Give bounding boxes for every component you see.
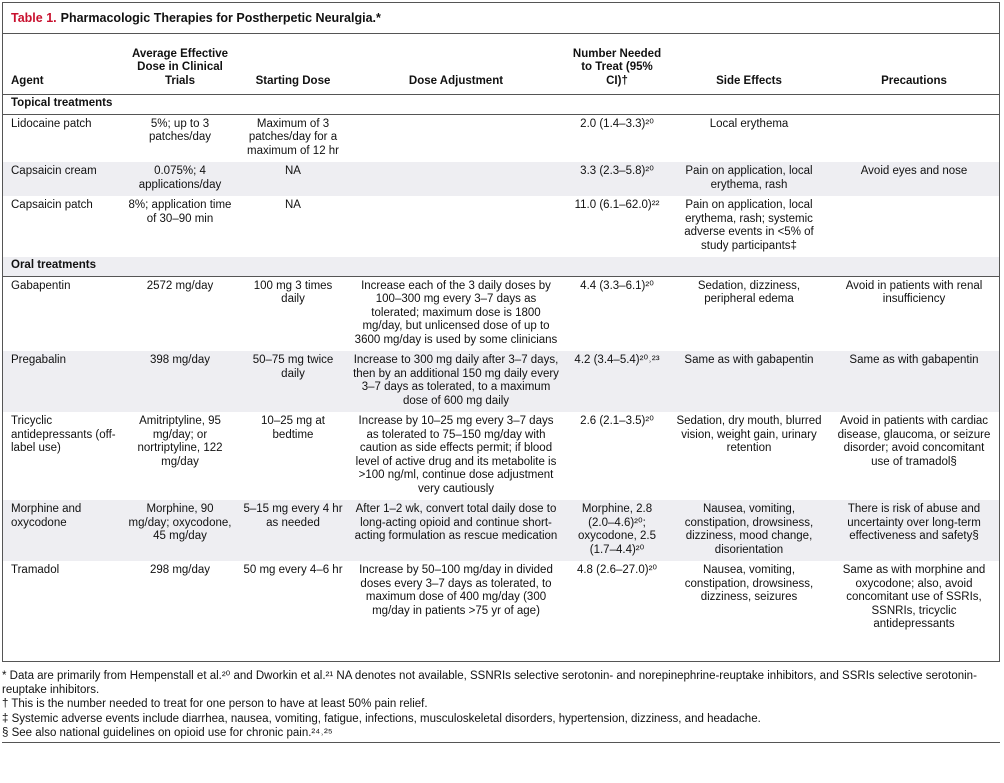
cell-start: 50 mg every 4–6 hr bbox=[243, 564, 343, 576]
section-oral: Oral treatments bbox=[3, 257, 999, 276]
table-row bbox=[3, 114, 999, 162]
cell-start: 50–75 mg twice daily bbox=[239, 351, 347, 412]
header-agent: Agent bbox=[3, 34, 121, 95]
cell-side: Sedation, dry mouth, blurred vision, weight gain, urinary retention bbox=[676, 415, 822, 454]
cell-nnt: 4.8 (2.6–27.0)²⁰ bbox=[576, 564, 658, 576]
cell-nnt: 3.3 (2.3–5.8)²⁰ bbox=[565, 162, 669, 196]
cell-side: Sedation, dizziness, peripheral edema bbox=[697, 279, 801, 305]
cell-agent: Tramadol bbox=[11, 564, 60, 576]
cell-nnt: 2.0 (1.4–3.3)²⁰ bbox=[580, 117, 654, 130]
cell-nnt: 4.2 (3.4–5.4)²⁰˒²³ bbox=[565, 351, 669, 412]
cell-start: 5–15 mg every 4 hr as needed bbox=[239, 500, 347, 561]
table-row bbox=[3, 351, 999, 412]
header-nnt: Number Needed to Treat (95% CI)† bbox=[565, 34, 669, 95]
cell-dose: 2572 mg/day bbox=[146, 279, 214, 292]
cell-side: Local erythema bbox=[709, 117, 789, 130]
cell-agent: Capsaicin patch bbox=[11, 199, 93, 211]
cell-dose: 398 mg/day bbox=[121, 351, 239, 412]
therapy-table bbox=[3, 34, 999, 636]
cell-dose: Amitriptyline, 95 mg/day; or nortriptyline, 122 mg/day bbox=[137, 415, 223, 468]
cell-dose: 5%; up to 3 patches/day bbox=[148, 117, 211, 143]
table-container bbox=[2, 2, 1000, 662]
cell-prec: There is risk of abuse and uncertainty over long-term effectiveness and safety§ bbox=[829, 500, 999, 561]
table-label: Table 1. bbox=[11, 11, 57, 25]
cell-start: 100 mg 3 times daily bbox=[253, 279, 333, 305]
table-row bbox=[3, 412, 999, 500]
cell-prec bbox=[829, 114, 999, 162]
table-row bbox=[3, 276, 999, 351]
header-adjust: Dose Adjustment bbox=[347, 34, 565, 95]
cell-adjust: Increase each of the 3 daily doses by 100–300 mg every 3–7 days as tolerated; maximum dose is 1800 mg/day, but unlicensed dose of up to 3600 mg/day is used by some clinicians bbox=[354, 279, 558, 346]
cell-prec: Avoid in patients with renal insufficiency bbox=[845, 279, 983, 305]
footnotes bbox=[2, 669, 1000, 743]
cell-agent: Tricyclic antidepressants (off-label use) bbox=[11, 415, 116, 454]
cell-nnt: 4.4 (3.3–6.1)²⁰ bbox=[580, 279, 654, 292]
cell-prec bbox=[829, 196, 999, 257]
cell-dose: 298 mg/day bbox=[149, 564, 211, 576]
table-row bbox=[3, 162, 999, 196]
section-row-oral bbox=[3, 257, 999, 276]
section-row-topical bbox=[3, 95, 999, 115]
cell-nnt: 11.0 (6.1–62.0)²² bbox=[574, 199, 660, 211]
cell-start: NA bbox=[239, 162, 347, 196]
cell-dose: 0.075%; 4 applications/day bbox=[121, 162, 239, 196]
cell-side: Same as with gabapentin bbox=[669, 351, 829, 412]
cell-prec: Same as with morphine and oxycodone; also, avoid concomitant use of SSRIs, SSNRIs, tricyclic antidepressants bbox=[842, 564, 986, 630]
cell-agent: Capsaicin cream bbox=[3, 162, 121, 196]
cell-prec: Avoid in patients with cardiac disease, glaucoma, or seizure disorder; avoid concomitant use of tramadol§ bbox=[837, 415, 991, 468]
footnote-dagger: † This is the number needed to treat for one person to have at least 50% pain relief. bbox=[2, 698, 428, 711]
cell-adjust bbox=[347, 162, 565, 196]
cell-adjust: Increase to 300 mg daily after 3–7 days, then by an additional 150 mg daily every 3–7 days as tolerated, to a maximum dose of 600 mg daily bbox=[347, 351, 565, 412]
cell-start: NA bbox=[285, 199, 301, 211]
cell-side: Pain on application, local erythema, rash; systemic adverse events in <5% of study participants‡ bbox=[684, 199, 814, 252]
cell-side: Nausea, vomiting, constipation, drowsiness, dizziness, mood change, disorientation bbox=[669, 500, 829, 561]
cell-dose: Morphine, 90 mg/day; oxycodone, 45 mg/day bbox=[121, 500, 239, 561]
cell-adjust bbox=[347, 196, 565, 257]
cell-start: 10–25 mg at bedtime bbox=[261, 415, 325, 441]
cell-nnt: Morphine, 2.8 (2.0–4.6)²⁰; oxycodone, 2.5 (1.7–4.4)²⁰ bbox=[565, 500, 669, 561]
cell-prec: Same as with gabapentin bbox=[829, 351, 999, 412]
footnote-section: § See also national guidelines on opioid use for chronic pain.²⁴˒²⁵ bbox=[2, 726, 1000, 743]
cell-prec: Avoid eyes and nose bbox=[829, 162, 999, 196]
cell-agent: Pregabalin bbox=[3, 351, 121, 412]
table-row bbox=[3, 500, 999, 561]
header-side: Side Effects bbox=[669, 34, 829, 95]
section-topical: Topical treatments bbox=[3, 95, 999, 115]
cell-agent: Lidocaine patch bbox=[11, 117, 92, 130]
cell-side: Nausea, vomiting, constipation, drowsiness, dizziness, seizures bbox=[684, 564, 814, 603]
cell-adjust: After 1–2 wk, convert total daily dose to long-acting opioid and continue short-acting formulation as rescue medication bbox=[347, 500, 565, 561]
cell-side: Pain on application, local erythema, rash bbox=[669, 162, 829, 196]
cell-adjust: Increase by 10–25 mg every 3–7 days as tolerated to 75–150 mg/day with caution as side effects permit; if blood level of active drug and its metabolite is >100 ng/ml, continue dose adjustment very cautiously bbox=[355, 415, 557, 495]
cell-agent: Morphine and oxycodone bbox=[3, 500, 121, 561]
cell-adjust bbox=[347, 114, 565, 162]
cell-nnt: 2.6 (2.1–3.5)²⁰ bbox=[580, 415, 654, 427]
cell-adjust: Increase by 50–100 mg/day in divided doses every 3–7 days as tolerated, to maximum dose of 400 mg/day (300 mg/day in patients >75 yr of age) bbox=[359, 564, 553, 617]
header-dose: Average Effective Dose in Clinical Trials bbox=[121, 34, 239, 95]
table-title-bar bbox=[3, 3, 999, 34]
table-row bbox=[3, 196, 999, 257]
footnote-asterisk: * Data are primarily from Hempenstall et al.²⁰ and Dworkin et al.²¹ NA denotes not available, SSNRIs selective serotonin- and norepinephrine-reuptake inhibitors, and SSRIs selective serotonin-reuptake inhibitors. bbox=[2, 670, 977, 697]
table-row bbox=[3, 561, 999, 636]
header-row bbox=[3, 34, 999, 95]
footnote-double-dagger: ‡ Systemic adverse events include diarrhea, nausea, vomiting, fatigue, infections, musculoskeletal disorders, hypertension, dizziness, and headache. bbox=[2, 712, 761, 725]
header-start: Starting Dose bbox=[239, 34, 347, 95]
cell-start: Maximum of 3 patches/day for a maximum of 12 hr bbox=[246, 117, 340, 157]
table-title: Pharmacologic Therapies for Postherpetic Neuralgia.* bbox=[60, 11, 381, 25]
cell-agent: Gabapentin bbox=[11, 279, 71, 292]
cell-dose: 8%; application time of 30–90 min bbox=[128, 199, 232, 225]
header-prec: Precautions bbox=[829, 34, 999, 95]
